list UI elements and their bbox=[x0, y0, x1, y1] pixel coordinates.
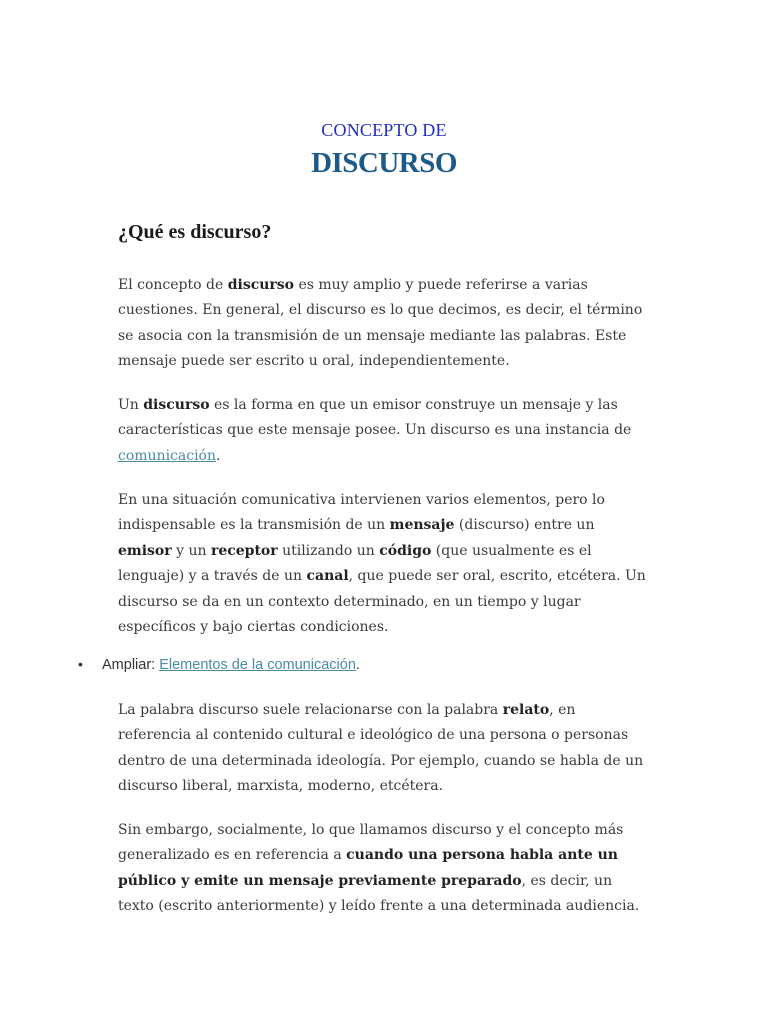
bullet-suffix: . bbox=[355, 657, 360, 673]
text: En una situación comunicativa intervienen varios elementos, pero lo indispensable es la transmisión de un bbox=[118, 492, 605, 534]
paragraph-4 bbox=[118, 698, 648, 800]
section-heading: ¿Qué es discurso? bbox=[118, 221, 272, 243]
text: (que usualmente es el lenguaje) y a través de un bbox=[118, 542, 592, 585]
bullet-prefix: Ampliar: bbox=[102, 657, 160, 673]
paragraph-3 bbox=[118, 488, 648, 640]
bold-term: emisor bbox=[118, 542, 172, 559]
paragraph-5 bbox=[118, 818, 648, 920]
bold-term: canal bbox=[306, 568, 349, 585]
text: , que puede ser oral, escrito, etcétera. Un discurso se da en un contexto determinado, en un tiempo y lugar específicos y bajo ciertas condiciones. bbox=[118, 568, 646, 636]
text: , es decir, un texto (escrito anteriormente) y leído frente a una determinada audiencia. bbox=[118, 872, 640, 915]
title-line-2: DISCURSO bbox=[311, 147, 457, 179]
bold-term: discurso bbox=[227, 277, 295, 293]
bullet-item bbox=[78, 656, 360, 673]
text: utilizando un bbox=[277, 542, 380, 559]
bold-term: código bbox=[379, 542, 432, 559]
bold-term: relato bbox=[502, 702, 550, 718]
comunicacion-link[interactable]: comunicación bbox=[118, 447, 217, 464]
text: Un bbox=[118, 397, 144, 413]
paragraph-1 bbox=[118, 273, 648, 375]
bold-term: receptor bbox=[210, 542, 278, 559]
text: Sin embargo, socialmente, lo que llamamos discurso y el concepto más generalizado es en referencia a bbox=[118, 822, 624, 864]
text: La palabra discurso suele relacionarse con la palabra bbox=[118, 702, 503, 718]
bold-term: mensaje bbox=[389, 517, 455, 534]
text: (discurso) entre un bbox=[454, 517, 595, 534]
bullet-dot-icon: • bbox=[78, 656, 83, 672]
text: El concepto de bbox=[118, 277, 228, 293]
text: y un bbox=[171, 542, 211, 559]
paragraph-2 bbox=[118, 393, 648, 469]
text: , en referencia al contenido cultural e ideológico de una persona o personas dentro de una determinada ideología. Por ejemplo, cuando se habla de un discurso liberal, marxista, moderno, etcétera. bbox=[118, 702, 644, 795]
text: es muy amplio y puede referirse a varias cuestiones. En general, el discurso es lo que decimos, es decir, el término se asocia con la transmisión de un mensaje mediante las palabras. Este mensaje puede ser escrito u oral, independientemente. bbox=[118, 277, 643, 370]
bold-term: cuando una persona habla ante un público y emite un mensaje previamente preparado bbox=[118, 847, 618, 889]
text: . bbox=[216, 447, 221, 464]
title-line-1: CONCEPTO DE bbox=[321, 120, 447, 140]
elementos-comunicacion-link[interactable]: Elementos de la comunicación bbox=[159, 657, 356, 673]
bold-term: discurso bbox=[143, 397, 210, 413]
text: es la forma en que un emisor construye un mensaje y las características que este mensaje posee. Un discurso es una instancia de bbox=[118, 397, 632, 439]
